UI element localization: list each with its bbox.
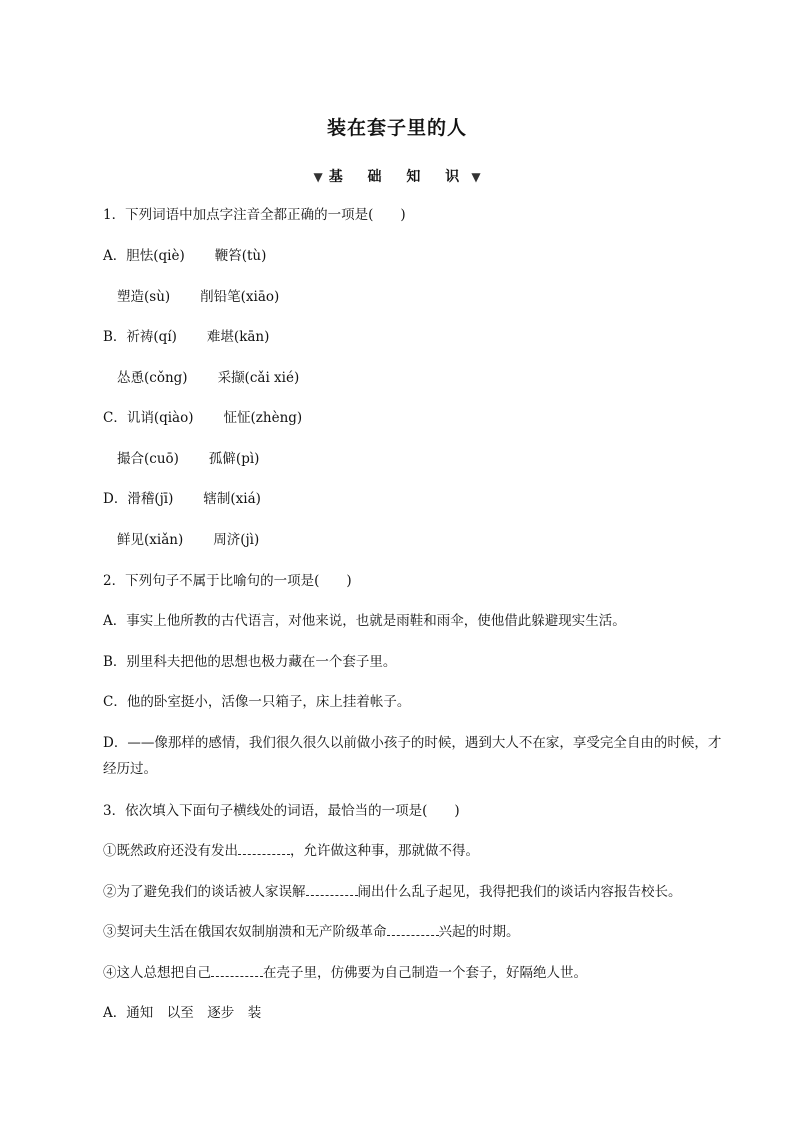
fill-blank-1 bbox=[238, 842, 290, 855]
q3-sentence-3 bbox=[103, 922, 520, 942]
q1-option-b-row2 bbox=[117, 368, 299, 388]
q1-a-word1: A．胆怯(qiè) bbox=[103, 248, 185, 264]
section-heading bbox=[0, 166, 794, 186]
q1-option-b-row1 bbox=[103, 327, 269, 347]
triangle-left-icon: ▼ bbox=[313, 170, 323, 184]
q1-option-a-row2 bbox=[117, 287, 279, 307]
q1-c-word1: C．讥诮(qiào) bbox=[103, 410, 194, 426]
fill-blank-4 bbox=[211, 964, 263, 977]
q3-sentence-1 bbox=[103, 841, 479, 861]
q1-option-c-row1 bbox=[103, 408, 302, 428]
q3-s2-after: 闹出什么乱子起见，我得把我们的谈话内容报告校长。 bbox=[357, 884, 682, 900]
q3-s1-after: ，允许做这种事，那就做不得。 bbox=[290, 843, 479, 859]
q3-s1-before: ①既然政府还没有发出 bbox=[103, 843, 238, 859]
triangle-right-icon: ▼ bbox=[471, 170, 481, 184]
q3-s2-before: ②为了避免我们的谈话被人家误解 bbox=[103, 884, 306, 900]
q1-c-word3: 撮合(cuō) bbox=[117, 451, 179, 467]
q2-option-a: A．事实上他所教的古代语言，对他来说，也就是雨鞋和雨伞，使他借此躲避现实生活。 bbox=[103, 613, 626, 629]
q3-s3-after: 兴起的时期。 bbox=[438, 924, 520, 940]
q3-s3-before: ③契诃夫生活在俄国农奴制崩溃和无产阶级革命 bbox=[103, 924, 387, 940]
q3-stem: 3．依次填入下面句子横线处的词语，最恰当的一项是( ) bbox=[103, 803, 460, 819]
q1-b-word1: B．祈祷(qí) bbox=[103, 329, 177, 345]
q3-s4-after: 在壳子里，仿佛要为自己制造一个套子，好隔绝人世。 bbox=[263, 965, 587, 981]
q2-stem: 2．下列句子不属于比喻句的一项是( ) bbox=[103, 573, 352, 589]
q2-option-c: C．他的卧室挺小，活像一只箱子，床上挂着帐子。 bbox=[103, 694, 411, 710]
q3-option-a: A．通知 以至 逐步 装 bbox=[103, 1005, 262, 1021]
q1-option-a-row1 bbox=[103, 246, 266, 266]
q1-d-word3: 鲜见(xiǎn) bbox=[117, 532, 184, 548]
section-label: 基 础 知 识 bbox=[328, 169, 470, 185]
q1-a-word2: 鞭笞(tù) bbox=[214, 248, 267, 264]
q1-option-d-row1 bbox=[103, 489, 261, 509]
page-title: 装在套子里的人 bbox=[326, 117, 467, 139]
q1-stem: 1．下列词语中加点字注音全都正确的一项是( ) bbox=[103, 207, 406, 223]
q1-d-word1: D．滑稽(jī) bbox=[103, 491, 174, 507]
q3-sentence-2 bbox=[103, 882, 682, 902]
q1-b-word4: 采撷(cǎi xié) bbox=[217, 370, 300, 386]
q1-a-word3: 塑造(sù) bbox=[117, 289, 171, 305]
q2-option-b: B．别里科夫把他的思想也极力藏在一个套子里。 bbox=[103, 654, 397, 670]
q1-c-word2: 怔怔(zhèng) bbox=[223, 410, 303, 426]
q1-d-word2: 辖制(xiá) bbox=[203, 491, 261, 507]
q1-d-word4: 周济(jì) bbox=[213, 532, 260, 548]
q1-b-word2: 难堪(kān) bbox=[206, 329, 270, 345]
q1-option-c-row2 bbox=[117, 449, 259, 469]
fill-blank-2 bbox=[306, 883, 358, 896]
fill-blank-3 bbox=[387, 923, 439, 936]
q1-a-word4: 削铅笔(xiāo) bbox=[200, 289, 280, 305]
q1-c-word4: 孤僻(pì) bbox=[208, 451, 260, 467]
q3-sentence-4 bbox=[103, 963, 587, 983]
q2-option-d: D．——像那样的感情，我们很久很久以前做小孩子的时候，遇到大人不在家，享受完全自由的时候，才经历过。 bbox=[103, 735, 722, 777]
q3-s4-before: ④这人总想把自己 bbox=[103, 965, 211, 981]
q1-option-d-row2 bbox=[117, 530, 259, 550]
q1-b-word3: 怂恿(cǒng) bbox=[117, 370, 188, 386]
